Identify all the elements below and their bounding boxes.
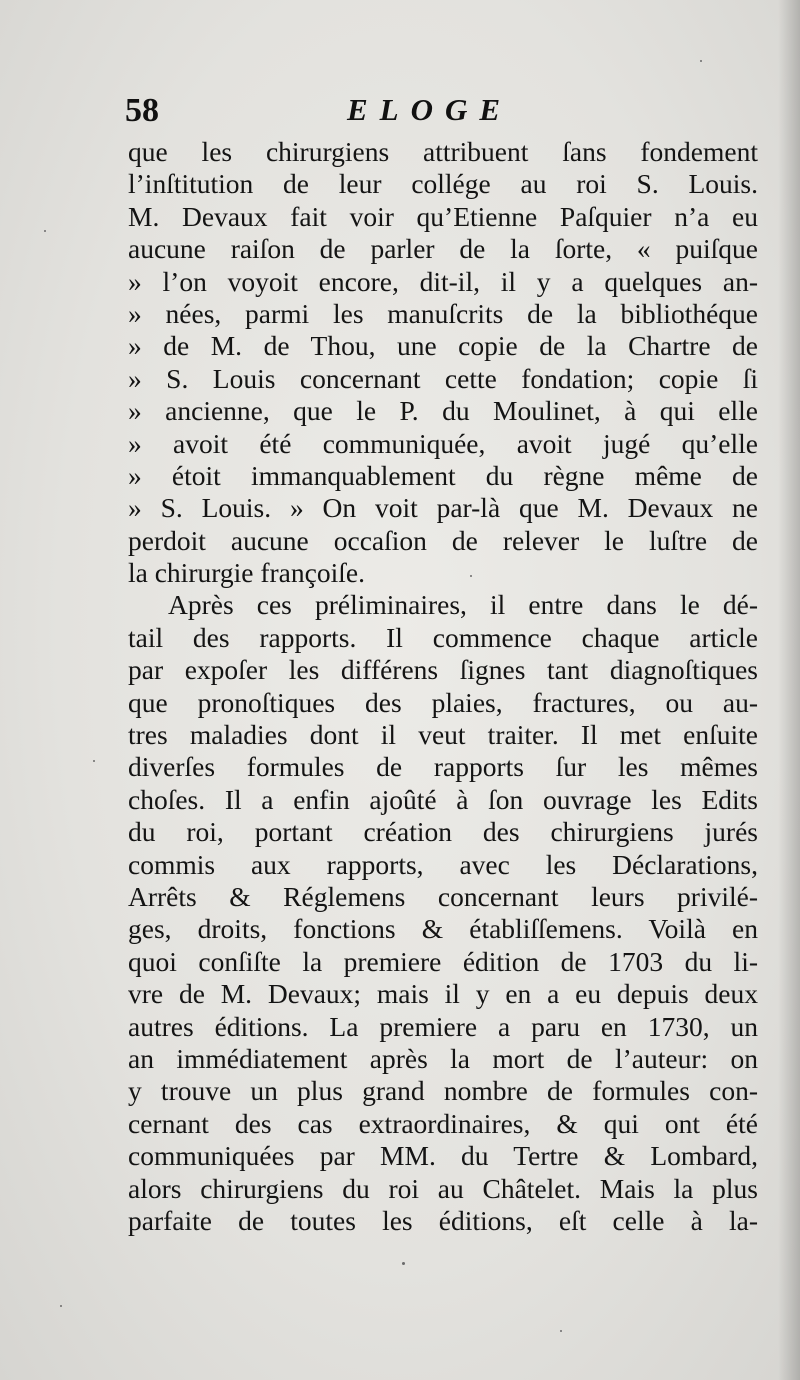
text-line: autres éditions. La premiere a paru en 1730, un bbox=[128, 1010, 758, 1042]
text-line: parfaite de toutes les éditions, eſt celle à la- bbox=[128, 1204, 758, 1236]
text-line: » de M. de Thou, une copie de la Chartre de bbox=[128, 330, 758, 362]
text-line: commis aux rapports, avec les Déclarations, bbox=[128, 848, 758, 880]
text-line: » nées, parmi les manuſcrits de la bibliothéque bbox=[128, 297, 758, 329]
text-line: an immédiatement après la mort de l’auteur: on bbox=[128, 1042, 758, 1074]
text-line: Arrêts & Réglemens concernant leurs privilé- bbox=[128, 880, 758, 912]
text-line: » S. Louis. » On voit par-là que M. Devaux ne bbox=[128, 492, 758, 524]
text-line: y trouve un plus grand nombre de formules con- bbox=[128, 1075, 758, 1107]
text-line: ges, droits, fonctions & établiſſemens. Voilà en bbox=[128, 913, 758, 945]
running-head bbox=[125, 92, 765, 132]
text-line: quoi conſiſte la premiere édition de 1703 du li- bbox=[128, 945, 758, 977]
text-line: que les chirurgiens attribuent ſans fondement bbox=[128, 136, 758, 167]
text-line: » avoit été communiquée, avoit jugé qu’elle bbox=[128, 427, 758, 459]
text-line: par expoſer les différens ſignes tant diagnoſtiques bbox=[128, 654, 758, 686]
text-line: vre de M. Devaux; mais il y en a eu depuis deux bbox=[128, 978, 758, 1010]
text-line: aucune raiſon de parler de la ſorte, « puiſque bbox=[128, 233, 758, 265]
text-line: que pronoſtiques des plaies, fractures, ou au- bbox=[128, 686, 758, 718]
text-line: perdoit aucune occaſion de relever le luſtre de bbox=[128, 524, 758, 556]
text-line: » ancienne, que le P. du Moulinet, à qui elle bbox=[128, 395, 758, 427]
page-number: 58 bbox=[125, 92, 159, 129]
text-line: » S. Louis concernant cette fondation; copie ſi bbox=[128, 362, 758, 394]
text-line: choſes. Il a enfin ajoûté à ſon ouvrage les Edits bbox=[128, 783, 758, 815]
text-line: tail des rapports. Il commence chaque article bbox=[128, 621, 758, 653]
text-line: la chirurgie françoiſe. bbox=[128, 557, 365, 589]
text-line: du roi, portant création des chirurgiens jurés bbox=[128, 816, 758, 848]
text-line: » étoit immanquablement du règne même de bbox=[128, 459, 758, 491]
text-line: diverſes formules de rapports ſur les mêmes bbox=[128, 751, 758, 783]
text-line: alors chirurgiens du roi au Châtelet. Mais la plus bbox=[128, 1172, 758, 1204]
text-line: cernant des cas extraordinaires, & qui ont été bbox=[128, 1107, 758, 1139]
text-line: » l’on voyoit encore, dit-il, il y a quelques an- bbox=[128, 265, 758, 297]
text-line: tres maladies dont il veut traiter. Il met enſuite bbox=[128, 719, 758, 751]
text-line: M. Devaux fait voir qu’Etienne Paſquier n’a eu bbox=[128, 200, 758, 232]
text-line: communiquées par MM. du Tertre & Lombard, bbox=[128, 1140, 758, 1172]
text-line: Après ces préliminaires, il entre dans le dé- bbox=[168, 589, 758, 621]
body-text bbox=[128, 136, 758, 1237]
page-edge-shadow bbox=[778, 0, 800, 1380]
text-line: l’inſtitution de leur collége au roi S. Louis. bbox=[128, 168, 758, 200]
running-title: ELOGE bbox=[347, 92, 513, 127]
